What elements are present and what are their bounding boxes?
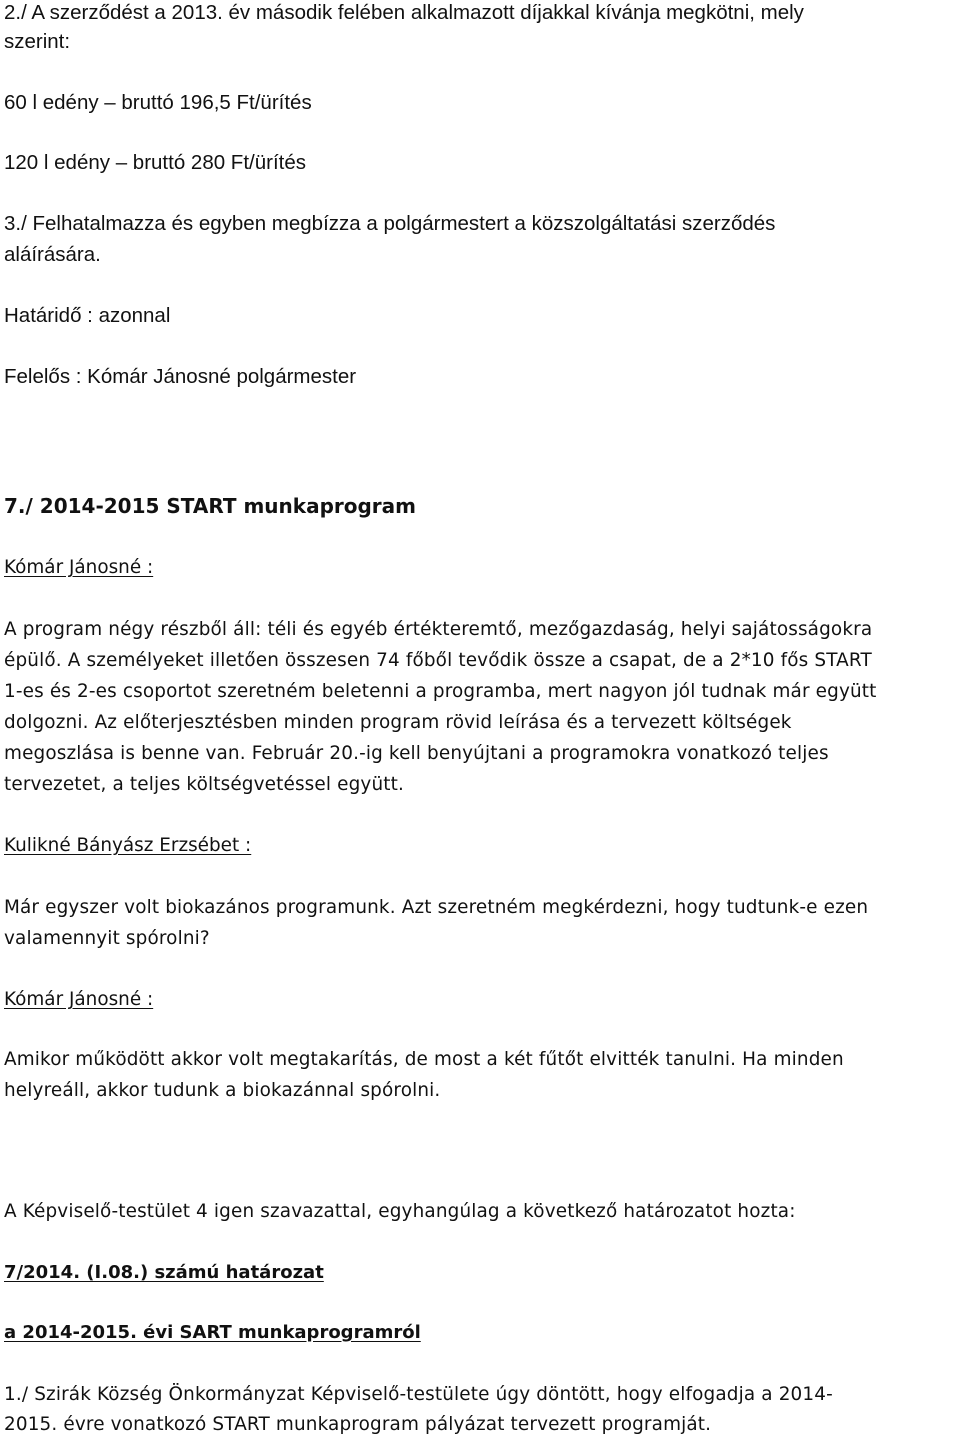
deadline-line: Határidő : azonnal [4, 304, 171, 327]
paragraph-3-line-2: helyreáll, akkor tudunk a biokazánnal spórolni. [4, 1080, 441, 1101]
paragraph-1-line-2: épülő. A személyeket illetően összesen 74 főből tevődik össze a csapat, de a 2*10 fős START [4, 650, 872, 671]
responsible-line: Felelős : Kómár Jánosné polgármester [4, 365, 357, 388]
speaker-komar-1: Kómár Jánosné : [4, 557, 154, 578]
vote-statement: A Képviselő-testület 4 igen szavazattal, egyhangúlag a következő határozatot hozta: [4, 1201, 796, 1222]
point-2-line-1: 2./ A szerződést a 2013. év második felében alkalmazott díjakkal kívánja megkötni, mely [4, 1, 804, 24]
paragraph-1-line-4: dolgozni. Az előterjesztésben minden program rövid leírása és a tervezett költségek [4, 712, 792, 733]
paragraph-1-line-3: 1-es és 2-es csoportot szeretném beletenni a programba, mert nagyon jól tudnak már együtt [4, 681, 877, 702]
resolution-title: a 2014-2015. évi SART munkaprogramról [4, 1322, 421, 1343]
resolution-number: 7/2014. (I.08.) számú határozat [4, 1262, 324, 1283]
paragraph-2-line-2: valamennyit spórolni? [4, 928, 210, 949]
speaker-kulikne: Kulikné Bányász Erzsébet : [4, 835, 252, 856]
point-2-line-2: szerint: [4, 30, 71, 53]
paragraph-1-line-6: tervezetet, a teljes költségvetéssel együtt. [4, 774, 404, 795]
paragraph-2-line-1: Már egyszer volt biokazános programunk. Azt szeretném megkérdezni, hogy tudtunk-e ezen [4, 897, 869, 918]
point-3-line-1: 3./ Felhatalmazza és egyben megbízza a polgármestert a közszolgáltatási szerződés [4, 212, 776, 235]
paragraph-3-line-1: Amikor működött akkor volt megtakarítás, de most a két fűtőt elvitték tanulni. Ha minden [4, 1049, 844, 1070]
paragraph-1-line-1: A program négy részből áll: téli és egyéb értékteremtő, mezőgazdaság, helyi sajátosságokra [4, 619, 873, 640]
agenda-heading-7: 7./ 2014-2015 START munkaprogram [4, 494, 417, 518]
fee-120l: 120 l edény – bruttó 280 Ft/ürítés [4, 151, 306, 174]
paragraph-1-line-5: megoszlása is benne van. Február 20.-ig kell benyújtani a programokra vonatkozó teljes [4, 743, 829, 764]
speaker-komar-2: Kómár Jánosné : [4, 989, 154, 1010]
point-3-line-2: aláírására. [4, 243, 101, 266]
fee-60l: 60 l edény – bruttó 196,5 Ft/ürítés [4, 91, 312, 114]
resolution-text-line-1: 1./ Szirák Község Önkormányzat Képviselő-testülete úgy döntött, hogy elfogadja a 2014- [4, 1384, 833, 1405]
resolution-text-line-2: 2015. évre vonatkozó START munkaprogram pályázat tervezett programját. [4, 1414, 712, 1435]
